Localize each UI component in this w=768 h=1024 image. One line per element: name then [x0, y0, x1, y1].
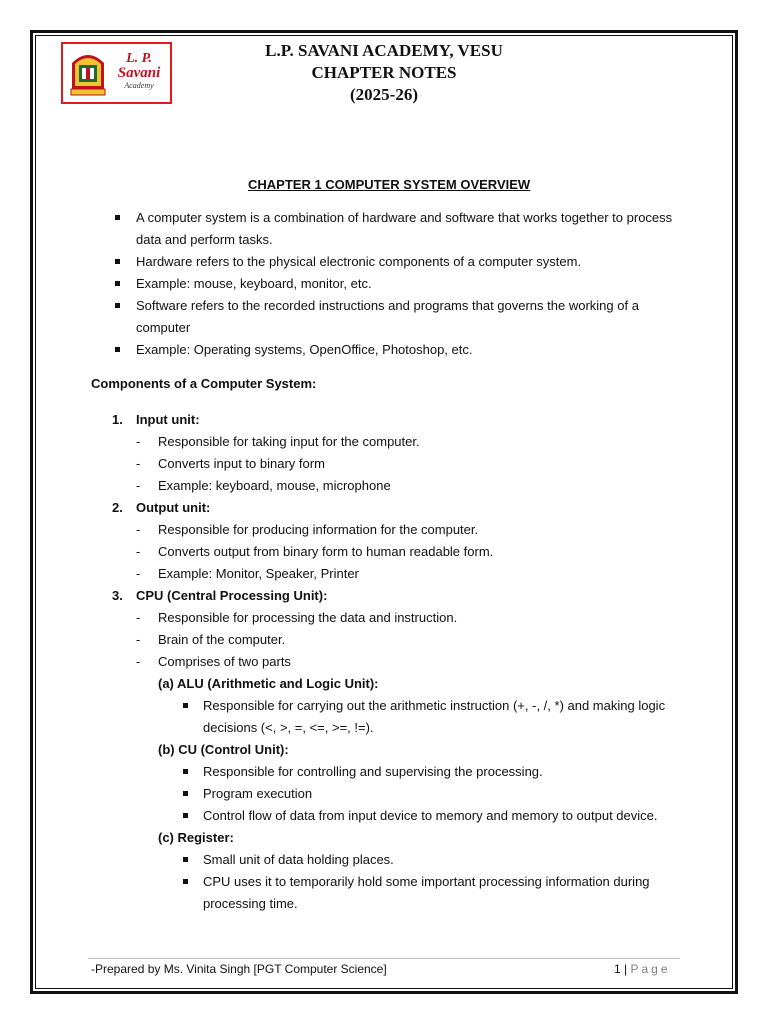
logo-text-line1: L. P.: [126, 51, 152, 66]
unit-point: - Responsible for producing information for the computer.: [110, 519, 690, 541]
unit-point: - Converts output from binary form to human readable form.: [110, 541, 690, 563]
unit-points: [110, 519, 690, 585]
unit-point: - Comprises of two parts: [110, 651, 690, 673]
cpu-part-points: [110, 695, 690, 739]
unit-points: [110, 607, 690, 673]
cpu-part-points: [110, 761, 690, 827]
logo-text-line3: Academy: [124, 81, 154, 90]
cpu-part-point: Responsible for controlling and supervising the processing.: [110, 761, 683, 783]
document-header: [180, 40, 588, 106]
cpu-part-points: [110, 849, 690, 915]
intro-item: Hardware refers to the physical electronic components of a computer system.: [136, 251, 684, 273]
intro-item: Example: mouse, keyboard, monitor, etc.: [136, 273, 684, 295]
chapter-title: CHAPTER 1 COMPUTER SYSTEM OVERVIEW: [248, 177, 531, 192]
unit-point: - Example: Monitor, Speaker, Printer: [110, 563, 690, 585]
footer-page-number: [614, 960, 671, 978]
unit-point: - Responsible for taking input for the computer.: [110, 431, 690, 453]
page-number: 1: [614, 962, 621, 976]
logo-text-line2: Savani: [117, 65, 161, 81]
page-label: Page: [630, 962, 671, 976]
unit-title: CPU (Central Processing Unit):: [136, 588, 328, 603]
academic-year: (2025-26): [350, 85, 418, 104]
unit-points: [110, 431, 690, 497]
unit-number: 2.: [112, 500, 123, 515]
components-heading: Components of a Computer System:: [91, 376, 317, 391]
emblem-icon: [69, 49, 107, 97]
unit-heading: [110, 585, 690, 607]
cpu-part-point: Program execution: [110, 783, 683, 805]
cpu-part-heading: (b) CU (Control Unit):: [158, 742, 289, 757]
footer-divider: [88, 958, 680, 959]
unit-number: 1.: [112, 412, 123, 427]
page-separator: |: [624, 962, 628, 976]
footer-author: -Prepared by Ms. Vinita Singh [PGT Computer Science]: [91, 962, 387, 976]
cpu-part-point: Responsible for carrying out the arithmetic instruction (+, -, /, *) and making logic decisions (<, >, =, <=, >=, !=).: [110, 695, 683, 739]
unit-title: Output unit:: [136, 500, 211, 515]
unit-point: - Brain of the computer.: [110, 629, 690, 651]
intro-item: Example: Operating systems, OpenOffice, Photoshop, etc.: [136, 339, 684, 361]
unit-number: 3.: [112, 588, 123, 603]
school-logo: [61, 42, 172, 104]
cpu-part-point: Small unit of data holding places.: [110, 849, 683, 871]
cpu-part-point: Control flow of data from input device to memory and memory to output device.: [110, 805, 683, 827]
cpu-part-point: CPU uses it to temporarily hold some important processing information during processing time.: [110, 871, 683, 915]
cpu-part-heading: (a) ALU (Arithmetic and Logic Unit):: [158, 676, 379, 691]
unit-point: - Example: keyboard, mouse, microphone: [110, 475, 690, 497]
unit-heading: [110, 409, 690, 431]
components-list: [110, 409, 690, 915]
cpu-part-heading: (c) Register:: [158, 830, 234, 845]
unit-title: Input unit:: [136, 412, 200, 427]
intro-list: [136, 207, 684, 361]
unit-point: - Responsible for processing the data and instruction.: [110, 607, 690, 629]
intro-item: A computer system is a combination of hardware and software that works together to process data and perform tasks.: [136, 207, 684, 251]
document-type: CHAPTER NOTES: [311, 63, 457, 82]
unit-point: - Converts input to binary form: [110, 453, 690, 475]
school-name: L.P. SAVANI ACADEMY, VESU: [265, 41, 503, 60]
unit-heading: [110, 497, 690, 519]
intro-item: Software refers to the recorded instructions and programs that governs the working of a computer: [136, 295, 684, 339]
